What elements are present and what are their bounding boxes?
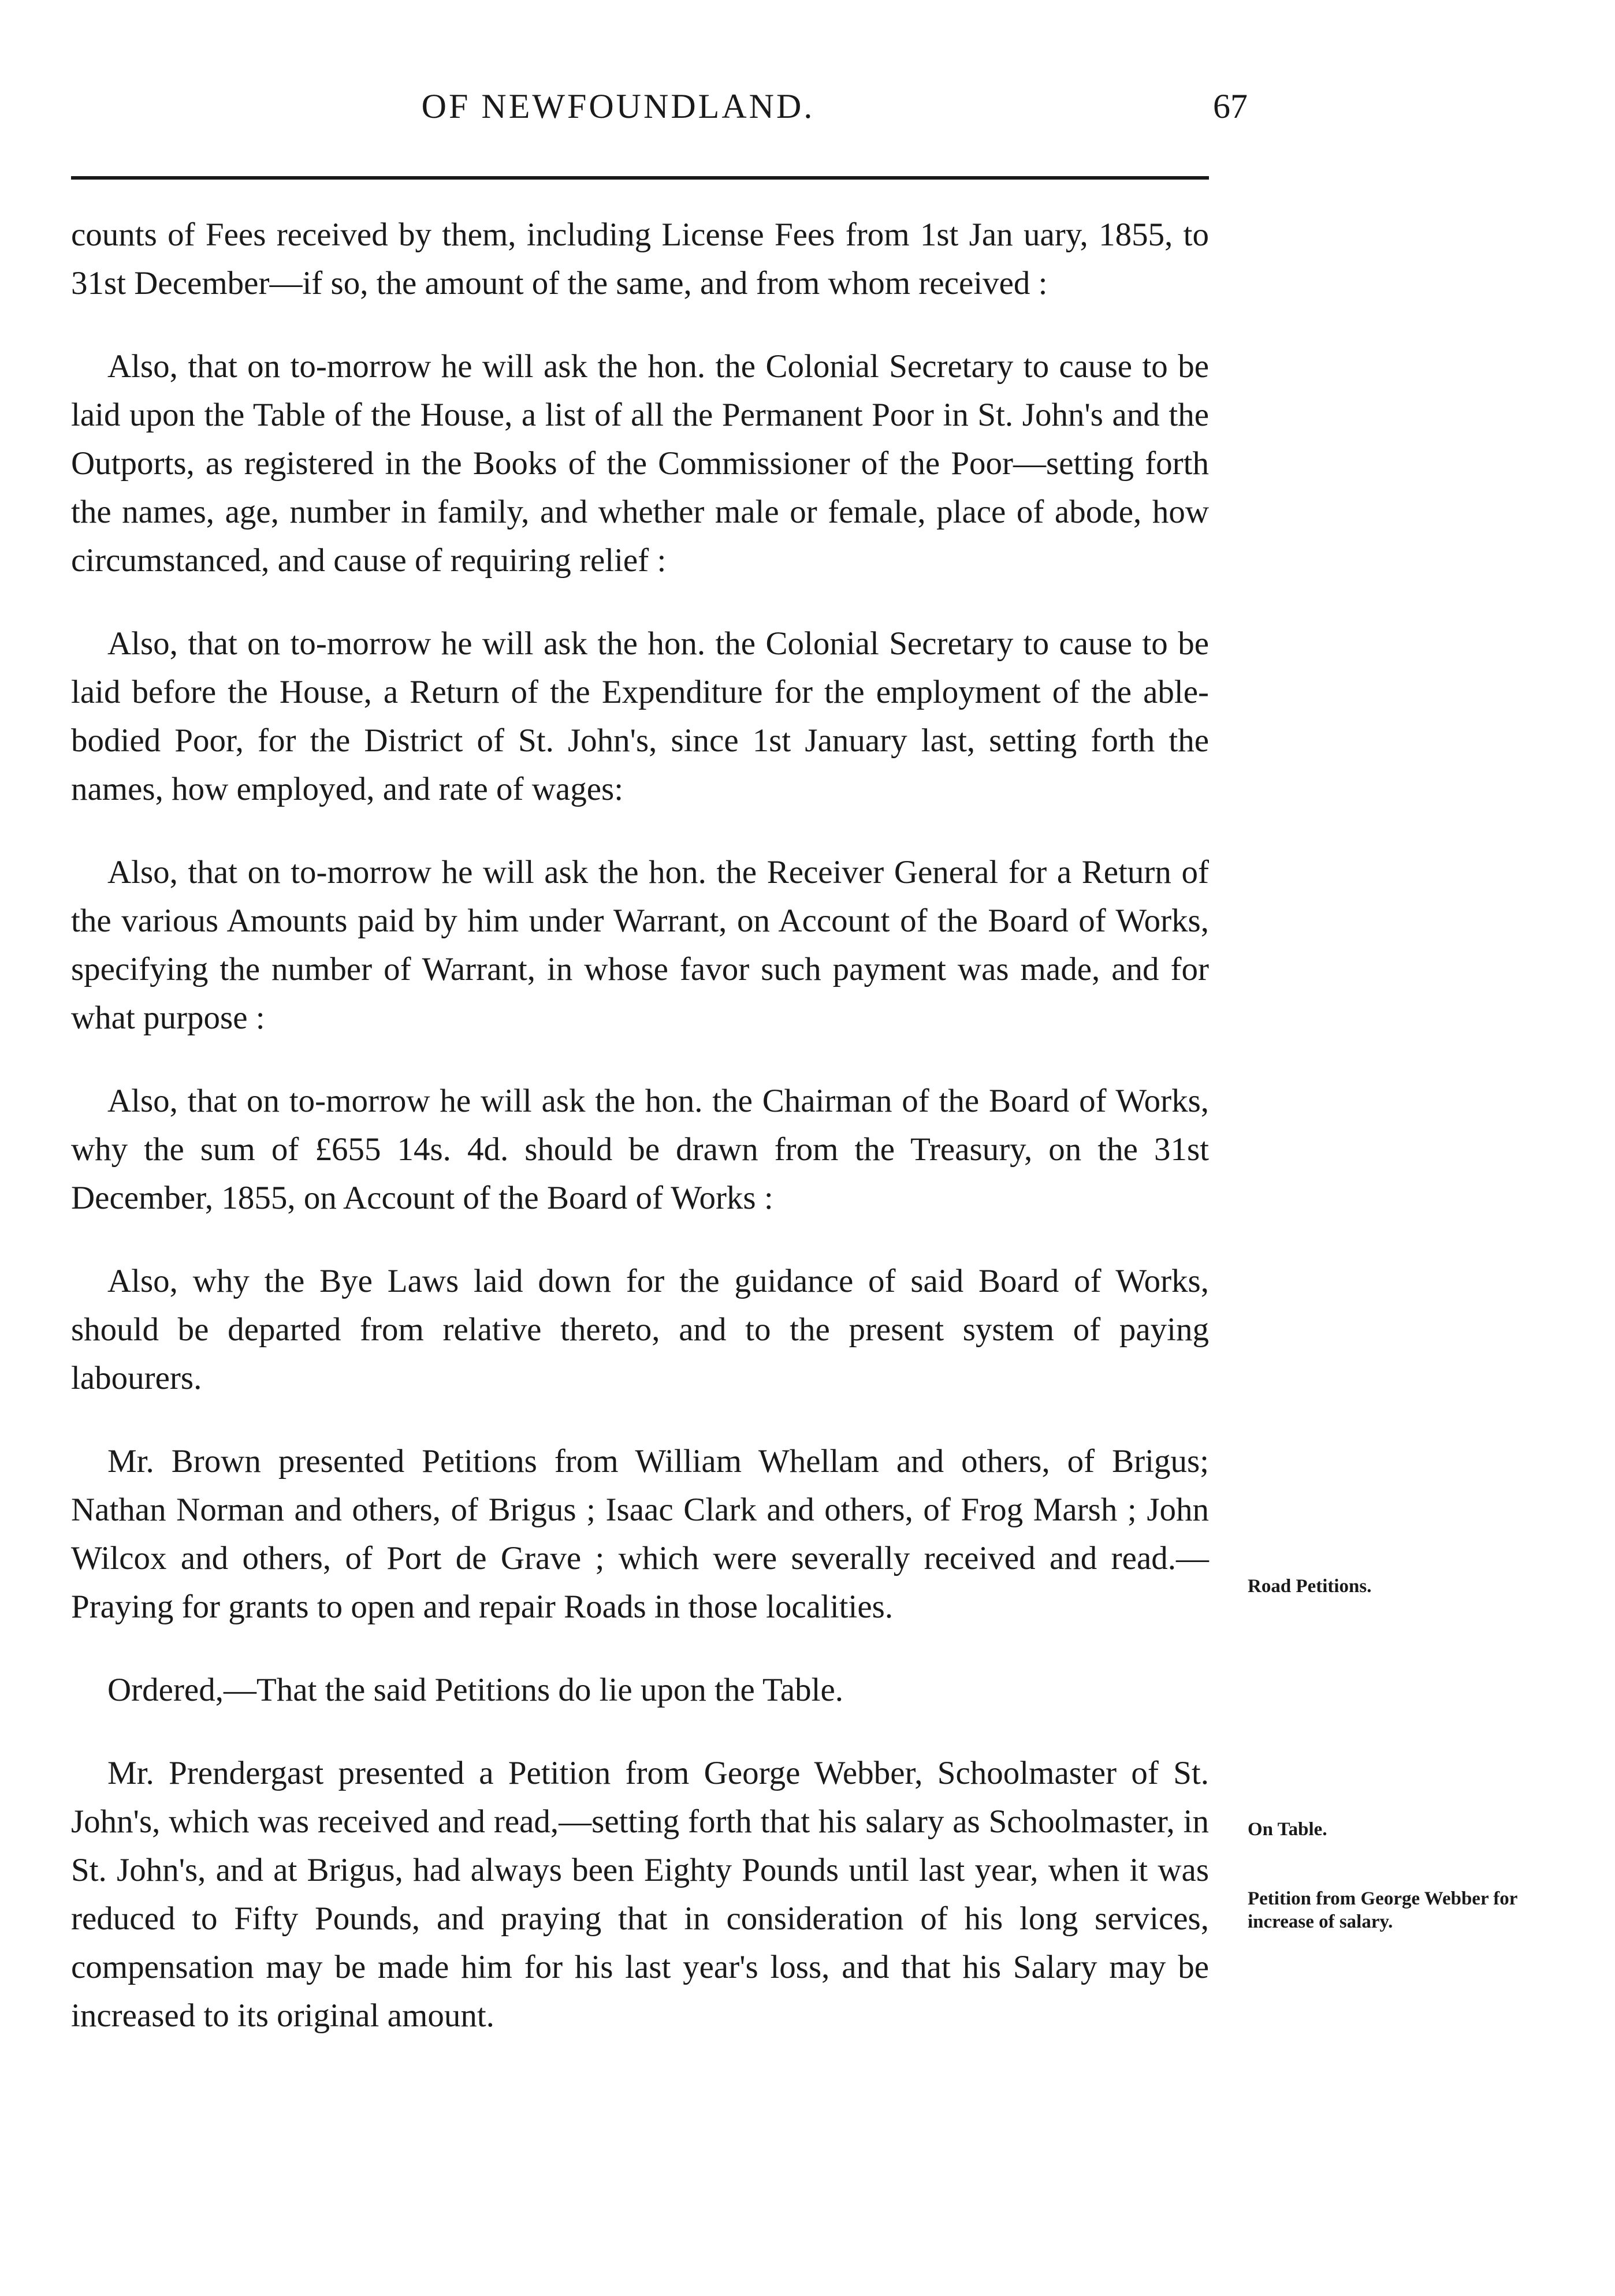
- margin-note-road-petitions: Road Petitions.: [1248, 1576, 1372, 1597]
- paragraph-bye-laws: Also, why the Bye Laws laid down for the guidance of said Board of Works, should be departed from relative thereto, and to the present system of paying labourers.: [71, 1263, 1209, 1396]
- paragraph-ordered: Ordered,—That the said Petitions do lie upon the Table.: [107, 1672, 844, 1708]
- paragraph-able-bodied-poor: Also, that on to-morrow he will ask the hon. the Colonial Secretary to cause to be laid before the House, a Return of the Expenditure for the employment of the able-bodied Poor, for the District of St. John's, since 1st January last, setting forth the names, how employed, and rate of wages:: [71, 625, 1209, 807]
- paragraph-webber-petition: Mr. Prendergast presented a Petition from George Webber, Schoolmaster of St. John's, which was received and read,—setting forth that his salary as Schoolmaster, in St. John's, and at Brigus, had always been Eighty Pounds until last year, when it was reduced to Fifty Pounds, and praying that in consideration of his long services, compensation may be made him for his last year's loss, and that his Salary may be increased to its original amount.: [71, 1755, 1209, 2034]
- body-text: [71, 211, 1209, 2075]
- header-rule: [71, 176, 1209, 180]
- paragraph-permanent-poor: Also, that on to-morrow he will ask the hon. the Colonial Secretary to cause to be laid upon the Table of the House, a list of all the Permanent Poor in St. John's and the Outports, as registered in the Books of the Commissioner of the Poor—setting forth the names, age, number in family, and whether male or female, place of abode, how circumstanced, and cause of requiring relief :: [71, 348, 1209, 579]
- page-number: 67: [1213, 87, 1248, 125]
- running-header-title: OF NEWFOUNDLAND.: [421, 87, 815, 125]
- paragraph-receiver-general: Also, that on to-morrow he will ask the hon. the Receiver General for a Return of the various Amounts paid by him under Warrant, on Account of the Board of Works, specifying the number of Warrant, in whose favor such payment was made, and for what purpose :: [71, 854, 1209, 1036]
- paragraph-board-of-works-sum: Also, that on to-morrow he will ask the hon. the Chairman of the Board of Works, why the sum of £655 14s. 4d. should be drawn from the Treasury, on the 31st December, 1855, on Account of the Board of Works :: [71, 1083, 1209, 1216]
- paragraph-brown-petitions: Mr. Brown presented Petitions from William Whellam and others, of Brigus; Nathan Norman and others, of Brigus ; Isaac Clark and others, of Frog Marsh ; John Wilcox and others, of Port de Grave ; which were severally received and read.—Praying for grants to open and repair Roads in those localities.: [71, 1443, 1209, 1625]
- paragraph-fees-continued: counts of Fees received by them, including License Fees from 1st Jan uary, 1855, to 31st December—if so, the amount of the same, and from whom received :: [71, 217, 1209, 301]
- margin-note-on-table: On Table.: [1248, 1819, 1327, 1840]
- margin-note-webber-petition: Petition from George Webber for increase of salary.: [1248, 1888, 1517, 1932]
